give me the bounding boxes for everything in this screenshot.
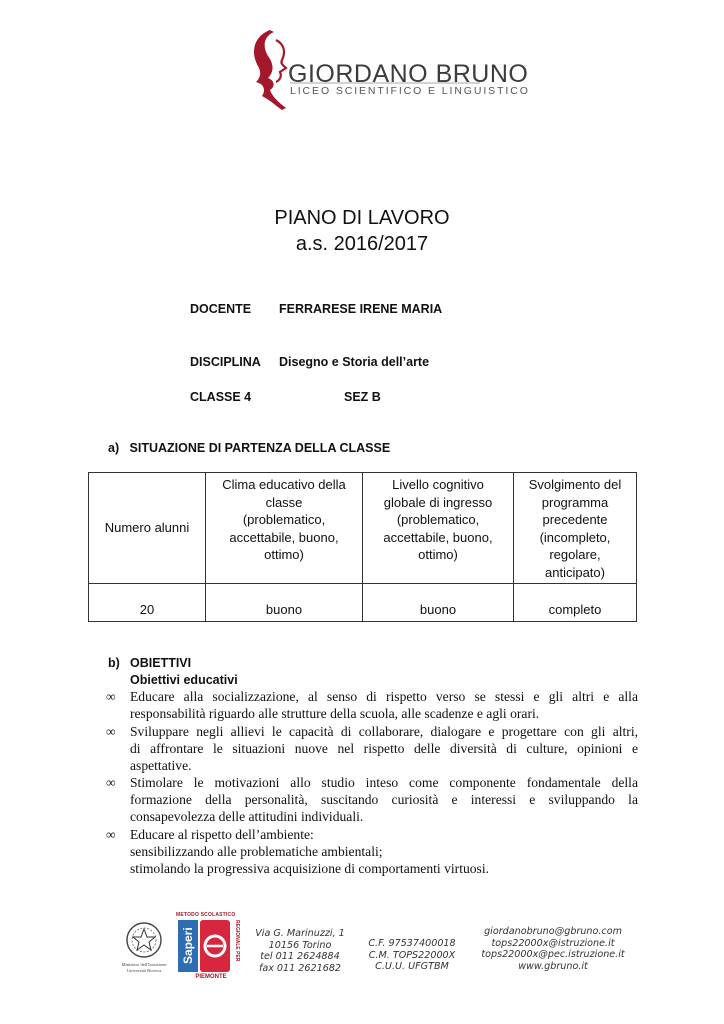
footer-contacts	[478, 926, 628, 972]
emblem-caption	[112, 962, 176, 974]
footer	[0, 906, 724, 1006]
address-line: 10156 Torino	[268, 939, 332, 951]
logo-subtitle: LICEO SCIENTIFICO E LINGUISTICO	[290, 85, 530, 97]
header-text: Svolgimento del	[528, 477, 622, 492]
list-item-line: formazione della personalità, suscitando curiosità e interessi e sviluppando la	[130, 791, 638, 807]
website-link[interactable]: www.gbruno.it	[518, 960, 588, 972]
cell-program-value: completo	[514, 584, 637, 622]
saperi-e-badge	[200, 920, 230, 972]
saperi-side-text: REGIONALE PER	[234, 920, 240, 962]
bullet-icon: ∞	[106, 724, 116, 739]
classe-label: CLASSE 4	[190, 390, 252, 404]
header-text: regolare,	[549, 547, 601, 562]
sez-label: SEZ B	[344, 390, 381, 404]
section-b-letter: b)	[108, 656, 120, 670]
disciplina-value: Disegno e Storia dell’arte	[279, 355, 430, 369]
section-b-subheading: Obiettivi educativi	[130, 673, 238, 687]
list-item-line: Educare alla socializzazione, al senso di rispetto verso se stessi e gli altri e alla	[130, 689, 638, 704]
emblem-caption-line: Ministero dell'Istruzione	[121, 962, 167, 967]
list-item	[130, 724, 638, 774]
school-year: a.s. 2016/2017	[295, 233, 429, 255]
cell-students-value: 20	[89, 584, 206, 622]
header-text: Livello cognitivo	[392, 477, 484, 492]
list-item-line: aspettative.	[130, 757, 192, 773]
footer-address	[250, 928, 350, 974]
table-row	[89, 584, 637, 622]
list-item-line: Educare al rispetto dell’ambiente:	[130, 827, 314, 842]
header-text: anticipato)	[545, 564, 605, 580]
bullet-icon: ∞	[106, 775, 116, 790]
section-b-heading: OBIETTIVI	[130, 656, 192, 670]
saperi-top-text: METODO SCOLASTICO	[176, 912, 236, 918]
header-text: ottimo)	[418, 547, 458, 562]
saperi-word: Saperi	[178, 920, 198, 972]
header-text: (problematico,	[396, 512, 480, 527]
logo-title: GIORDANO BRUNO	[288, 60, 529, 88]
header-text: accettabile, buono,	[383, 529, 493, 545]
code-line: C.F. 97537400018	[368, 938, 456, 949]
header-text: accettabile, buono,	[229, 529, 339, 545]
header-cell-students	[89, 473, 206, 584]
docente-label: DOCENTE	[190, 302, 252, 316]
code-line: C.M. TOPS22000X	[368, 949, 456, 961]
email-link[interactable]: tops22000x@istruzione.it	[491, 937, 615, 949]
disciplina-label: DISCIPLINA	[190, 355, 261, 369]
bullet-icon: ∞	[106, 827, 116, 842]
header-text: ottimo)	[264, 547, 304, 562]
header-cell-program	[514, 473, 637, 584]
list-item-line: consapevolezza delle attitudini individuali.	[130, 808, 364, 824]
list-item	[130, 689, 638, 723]
header-text: classe	[265, 494, 303, 510]
list-item-line: stimolando la progressiva acquisizione di comportamenti virtuosi.	[130, 860, 490, 876]
header-text: Clima educativo della	[222, 477, 346, 492]
document-title: PIANO DI LAVORO	[274, 207, 450, 229]
header-text: precedente	[542, 512, 608, 527]
address-line: Via G. Marinuzzi, 1	[255, 928, 345, 939]
header-text: Numero alunni	[104, 520, 190, 536]
list-item-line: Sviluppare negli allievi le capacità di collaborare, dialogare e progettare con gli altri,	[130, 724, 638, 739]
bullet-icon: ∞	[106, 689, 116, 704]
email-link[interactable]: giordanobruno@gbruno.com	[484, 926, 622, 937]
list-item-line: Stimolare le motivazioni allo studio inteso come componente fondamentale della	[130, 775, 638, 790]
saperi-e-icon	[200, 920, 230, 972]
header-text: (problematico,	[242, 512, 326, 527]
footer-codes	[362, 938, 462, 973]
phone-number: tel 011 2624884	[260, 951, 340, 962]
table-header-row	[89, 473, 637, 584]
starting-situation-table	[88, 472, 637, 622]
header-text: programma	[541, 494, 609, 510]
list-item	[130, 775, 638, 825]
header-cell-climate	[206, 473, 363, 584]
list-item-line: responsabilità riguardo alle strutture della scuola, alle scadenze e agli orari.	[130, 705, 540, 721]
code-line: C.U.U. UFGTBM	[375, 961, 449, 972]
pec-email-link[interactable]: tops22000x@pec.istruzione.it	[481, 949, 625, 960]
list-item-line: sensibilizzando alle problematiche ambientali;	[130, 843, 383, 859]
section-a-heading: a) SITUAZIONE DI PARTENZA DELLA CLASSE	[108, 441, 391, 455]
cell-cognitive-value: buono	[363, 584, 514, 622]
header-cell-cognitive	[363, 473, 514, 584]
fax-number: fax 011 2621682	[258, 962, 342, 974]
list-item	[130, 827, 638, 877]
header-text: (incompleto,	[539, 529, 611, 545]
emblem-caption-line: Università Ricerca	[126, 968, 162, 973]
republic-emblem-icon	[124, 920, 164, 960]
cell-climate-value: buono	[206, 584, 363, 622]
header-text: globale di ingresso	[383, 494, 493, 510]
docente-value: FERRARESE IRENE MARIA	[279, 302, 443, 316]
saperi-bottom-text: PIEMONTE	[195, 974, 227, 980]
list-item-line: di affrontare le situazioni nuove nel rispetto delle diversità di culture, opinioni e	[130, 740, 638, 756]
